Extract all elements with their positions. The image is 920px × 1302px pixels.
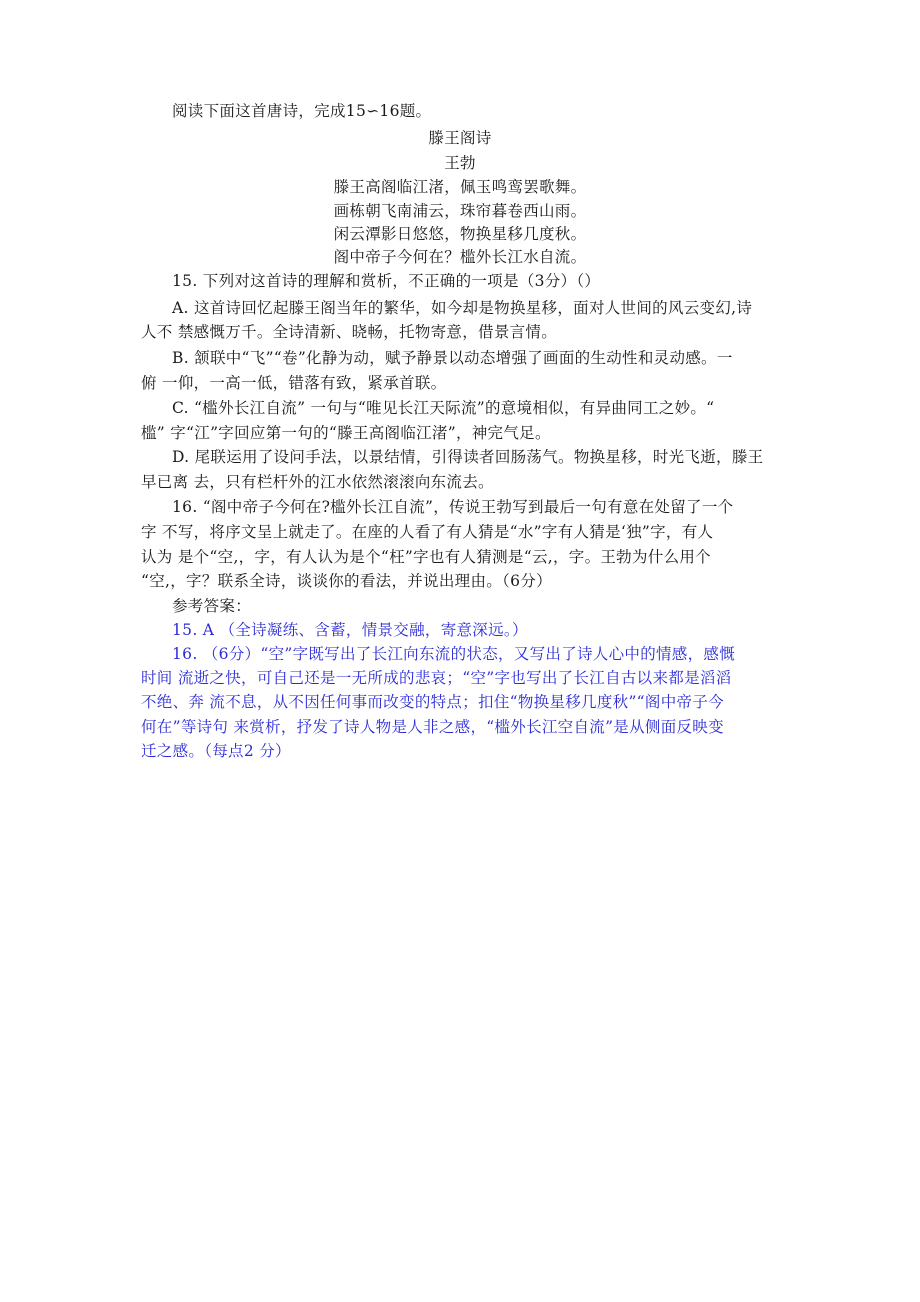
answers-heading: 参考答案： [172,597,252,615]
question-16-line-4: “空,，字？联系全诗，谈谈你的看法，并说出理由。（6分） [141,572,552,590]
answer-16-line-5: 迁之感。（每点2 分） [141,742,291,760]
answer-16-line-4: 何在”等诗句 来赏析，抒发了诗人物是人非之感，“槛外长江空自流”是从侧面反映变 [141,718,724,736]
poem-author: 王勃 [444,154,476,172]
question-16-line-3: 认为 是个“空,，字，有人认为是个“枉”字也有人猜测是“云,，字。王勃为什么用个 [141,548,711,566]
answer-16-line-1: 16. （6分）“空”字既写出了长江向东流的状态，又写出了诗人心中的情感，感慨 [172,645,735,663]
option-d-line-2: 早已离 去，只有栏杆外的江水依然滚滚向东流去。 [141,473,494,491]
option-d-line-1: D. 尾联运用了设问手法，以景结情，引得读者回肠荡气。物换星移，时光飞逝，滕王 [172,448,764,466]
option-a-line-2: 人不 禁感慨万千。全诗清新、晓畅，托物寄意，借景言情。 [141,323,558,341]
question-16-line-2: 字 不写，将序文呈上就走了。在座的人看了有人猜是“水”字有人猜是‘独”字，有人 [141,523,714,541]
answer-16-line-3: 不绝、奔 流不息，从不因任何事而改变的特点；扣住“物换星移几度秋”“阁中帝子今 [141,693,724,711]
poem-line-1: 滕王高阁临江渚，佩玉鸣鸾罢歌舞。 [333,178,587,196]
option-c-line-1: C. “槛外长江自流” 一句与“唯见长江天际流”的意境相似，有异曲同工之妙。“ [172,399,715,417]
question-15-stem: 15. 下列对这首诗的理解和赏析，不正确的一项是（3分）（） [172,272,601,290]
option-b-line-1: B. 颔联中“飞”“卷”化静为动，赋予静景以动态增强了画面的生动性和灵动感。一 [172,349,733,367]
poem-line-3: 闲云潭影日悠悠，物换星移几度秋。 [333,225,587,243]
question-16-line-1: 16. “阁中帝子今何在?槛外长江自流”，传说王勃写到最后一句有意在处留了一个 [172,498,734,516]
option-a-line-1: A. 这首诗回忆起滕王阁当年的繁华，如今却是物换星移，面对人世间的风云变幻,诗 [172,299,753,317]
option-b-line-2: 俯 一仰，一高一低，错落有致，紧承首联。 [141,374,447,392]
answer-16-line-2: 时间 流逝之快，可自己还是一无所成的悲哀；“空”字也写出了长江自古以来都是滔滔 [141,669,732,687]
option-c-line-2: 槛” 字“江”字回应第一句的“滕王高阁临江渚”，神完气足。 [141,424,551,442]
poem-line-2: 画栋朝飞南浦云，珠帘暮卷西山雨。 [333,202,587,220]
poem-title: 滕王阁诗 [428,129,492,147]
reading-instruction: 阅读下面这首唐诗，完成15∽16题。 [172,102,432,120]
poem-line-4: 阁中帝子今何在？槛外长江水自流。 [333,248,587,266]
answer-15: 15. A （全诗凝练、含蓄，情景交融，寄意深远。） [172,621,528,639]
